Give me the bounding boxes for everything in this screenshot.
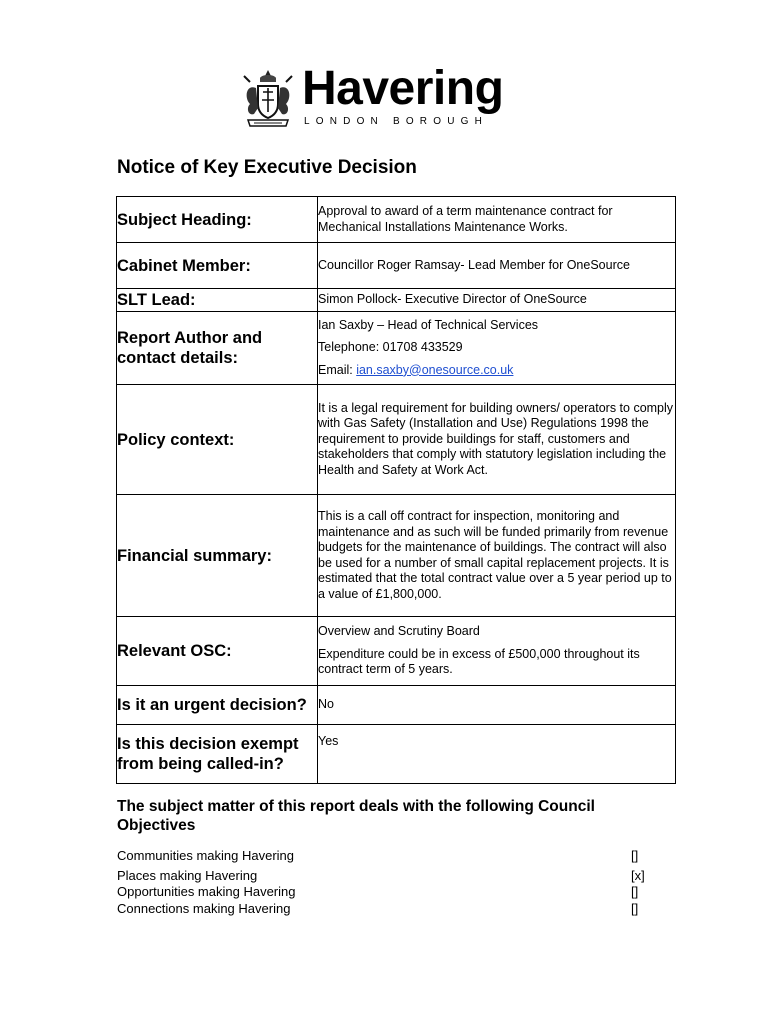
objective-item <box>117 868 657 884</box>
objective-item <box>117 884 657 900</box>
osc-board: Overview and Scrutiny Board <box>318 624 480 639</box>
objective-label: Connections making Havering <box>117 901 291 916</box>
coat-of-arms-icon <box>240 68 296 130</box>
row-slt <box>117 289 676 312</box>
label-osc: Relevant OSC: <box>117 617 318 686</box>
objective-label: Opportunities making Havering <box>117 884 296 899</box>
label-cabinet: Cabinet Member: <box>117 243 318 289</box>
author-name: Ian Saxby – Head of Technical Services <box>318 317 539 332</box>
row-cabinet <box>117 243 676 289</box>
author-email-line <box>318 363 675 379</box>
value-policy: It is a legal requirement for building owners/ operators to comply with Gas Safety (Installation and Use) Regulations 1998 the requirement to provide buildings for staff, customers and stakeholders that comply with statutory legislation including the Health and Safety at Work Act. <box>318 385 676 495</box>
osc-expenditure: Expenditure could be in excess of £500,000 throughout its contract term of 5 years. <box>318 646 640 677</box>
decision-table <box>116 196 676 784</box>
value-cabinet: Councillor Roger Ramsay- Lead Member for OneSource <box>318 243 676 289</box>
page-title: Notice of Key Executive Decision <box>117 157 417 178</box>
row-policy <box>117 385 676 495</box>
label-exempt: Is this decision exempt from being called-in? <box>117 725 318 784</box>
label-author: Report Author and contact details: <box>117 312 318 385</box>
row-exempt <box>117 725 676 784</box>
label-financial: Financial summary: <box>117 495 318 617</box>
objective-item <box>117 901 657 917</box>
value-financial: This is a call off contract for inspection, monitoring and maintenance and as such will be funded primarily from revenue budgets for the maintenance of buildings. The contract will also be used for a number of small capital replacement projects. It is estimated that the total contract value over a 5 year period up to a value of £1,800,000. <box>318 495 676 617</box>
row-urgent <box>117 686 676 725</box>
objective-label: Places making Havering <box>117 868 258 883</box>
row-subject <box>117 197 676 243</box>
objective-checkbox: [] <box>631 848 639 863</box>
objective-item <box>117 848 657 864</box>
row-financial <box>117 495 676 617</box>
row-author <box>117 312 676 385</box>
havering-logo <box>240 62 530 132</box>
value-urgent: No <box>318 686 676 725</box>
email-prefix: Email: <box>318 362 357 377</box>
row-osc <box>117 617 676 686</box>
objective-checkbox: [x] <box>631 868 645 883</box>
label-subject: Subject Heading: <box>117 197 318 243</box>
label-slt: SLT Lead: <box>117 289 318 312</box>
objective-label: Communities making Havering <box>117 848 295 863</box>
value-slt: Simon Pollock- Executive Director of OneSource <box>318 289 676 312</box>
value-exempt: Yes <box>318 725 676 784</box>
value-osc <box>318 617 676 686</box>
logo-brand: Havering <box>302 62 504 115</box>
author-email-link[interactable]: ian.saxby@onesource.co.uk <box>356 362 514 377</box>
author-telephone: Telephone: 01708 433529 <box>318 340 463 355</box>
value-author <box>318 312 676 385</box>
label-urgent: Is it an urgent decision? <box>117 686 318 725</box>
label-policy: Policy context: <box>117 385 318 495</box>
objective-checkbox: [] <box>631 901 639 916</box>
logo-subtitle: LONDON BOROUGH <box>304 116 489 127</box>
value-subject: Approval to award of a term maintenance contract for Mechanical Installations Maintenance Works. <box>318 197 676 243</box>
objective-checkbox: [] <box>631 884 639 899</box>
objectives-heading: The subject matter of this report deals with the following Council Objectives <box>117 798 595 834</box>
